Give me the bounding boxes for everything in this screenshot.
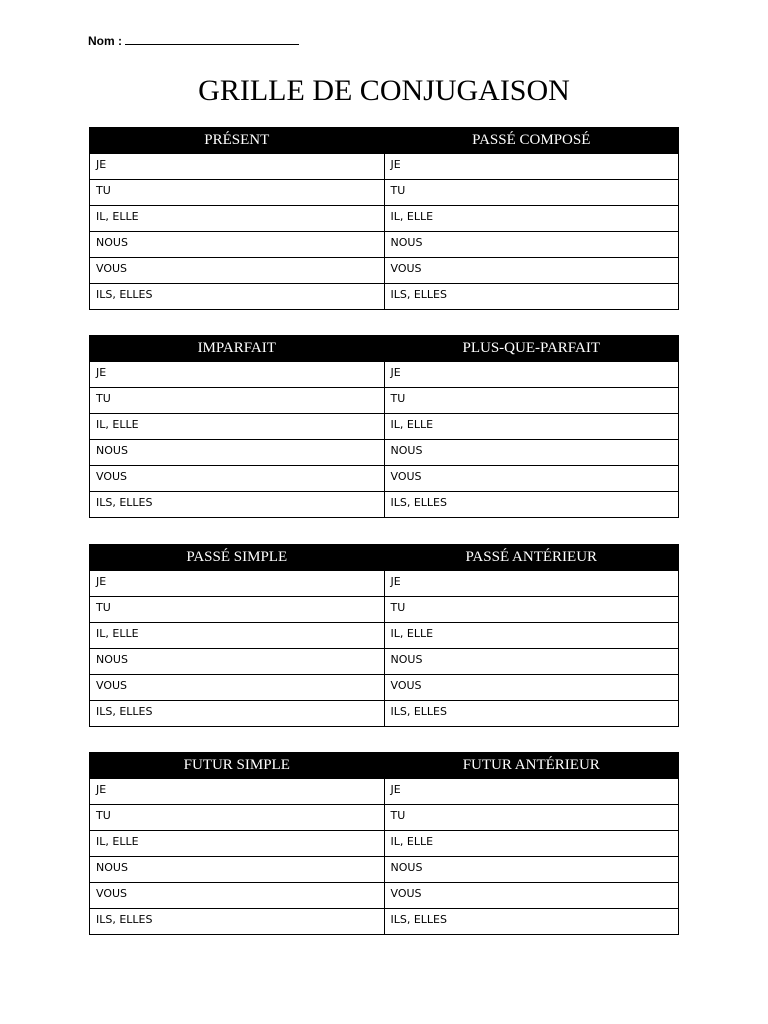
person-cell[interactable]: NOUS [90,649,385,675]
person-cell[interactable]: ILS, ELLES [384,909,679,935]
table-row [90,805,679,831]
page-title: GRILLE DE CONJUGAISON [198,74,570,107]
table-row [90,649,679,675]
person-cell[interactable]: NOUS [384,440,679,466]
table-row [90,675,679,701]
tense-header-right: PASSÉ COMPOSÉ [384,128,679,154]
tense-header-right: FUTUR ANTÉRIEUR [384,753,679,779]
person-cell[interactable]: TU [90,597,385,623]
table-row [90,440,679,466]
person-cell[interactable]: JE [90,362,385,388]
person-cell[interactable]: VOUS [90,466,385,492]
person-cell[interactable]: ILS, ELLES [90,701,385,727]
person-cell[interactable]: JE [384,779,679,805]
tense-header-left: PASSÉ SIMPLE [90,545,385,571]
person-cell[interactable]: TU [384,597,679,623]
person-cell[interactable]: VOUS [384,675,679,701]
person-cell[interactable]: ILS, ELLES [90,284,385,310]
name-label: Nom : [88,34,122,48]
tense-header-left: PRÉSENT [90,128,385,154]
person-cell[interactable]: IL, ELLE [384,831,679,857]
person-cell[interactable]: JE [90,154,385,180]
table-row [90,909,679,935]
person-cell[interactable]: ILS, ELLES [90,909,385,935]
person-cell[interactable]: TU [384,180,679,206]
person-cell[interactable]: VOUS [90,675,385,701]
person-cell[interactable]: VOUS [90,258,385,284]
name-field[interactable] [88,34,299,48]
person-cell[interactable]: JE [384,362,679,388]
table-row [90,701,679,727]
table-row [90,466,679,492]
person-cell[interactable]: TU [90,388,385,414]
table-row [90,571,679,597]
conjugation-table-2 [89,335,679,518]
person-cell[interactable]: NOUS [384,857,679,883]
person-cell[interactable]: IL, ELLE [90,414,385,440]
person-cell[interactable]: TU [90,805,385,831]
person-cell[interactable]: VOUS [90,883,385,909]
name-blank-line[interactable] [125,35,299,45]
tense-header-right: PLUS-QUE-PARFAIT [384,336,679,362]
table-row [90,362,679,388]
person-cell[interactable]: NOUS [90,857,385,883]
tense-header-left: IMPARFAIT [90,336,385,362]
table-row [90,831,679,857]
table-row [90,388,679,414]
table-row [90,414,679,440]
person-cell[interactable]: NOUS [90,232,385,258]
person-cell[interactable]: IL, ELLE [90,623,385,649]
person-cell[interactable]: IL, ELLE [90,831,385,857]
person-cell[interactable]: IL, ELLE [90,206,385,232]
person-cell[interactable]: NOUS [90,440,385,466]
person-cell[interactable]: JE [384,571,679,597]
person-cell[interactable]: VOUS [384,883,679,909]
table-row [90,597,679,623]
person-cell[interactable]: VOUS [384,258,679,284]
tense-header-right: PASSÉ ANTÉRIEUR [384,545,679,571]
person-cell[interactable]: JE [90,571,385,597]
tense-header-left: FUTUR SIMPLE [90,753,385,779]
table-row [90,623,679,649]
person-cell[interactable]: JE [90,779,385,805]
table-row [90,779,679,805]
conjugation-table-1 [89,127,679,310]
table-row [90,154,679,180]
conjugation-table-4 [89,752,679,935]
person-cell[interactable]: ILS, ELLES [384,492,679,518]
person-cell[interactable]: TU [384,805,679,831]
person-cell[interactable]: ILS, ELLES [90,492,385,518]
person-cell[interactable]: JE [384,154,679,180]
conjugation-table-3 [89,544,679,727]
table-row [90,232,679,258]
person-cell[interactable]: VOUS [384,466,679,492]
person-cell[interactable]: TU [90,180,385,206]
person-cell[interactable]: TU [384,388,679,414]
person-cell[interactable]: ILS, ELLES [384,701,679,727]
table-row [90,857,679,883]
table-row [90,883,679,909]
person-cell[interactable]: IL, ELLE [384,206,679,232]
person-cell[interactable]: IL, ELLE [384,414,679,440]
table-row [90,284,679,310]
person-cell[interactable]: ILS, ELLES [384,284,679,310]
person-cell[interactable]: NOUS [384,649,679,675]
table-row [90,258,679,284]
table-row [90,206,679,232]
table-row [90,492,679,518]
table-row [90,180,679,206]
person-cell[interactable]: NOUS [384,232,679,258]
person-cell[interactable]: IL, ELLE [384,623,679,649]
